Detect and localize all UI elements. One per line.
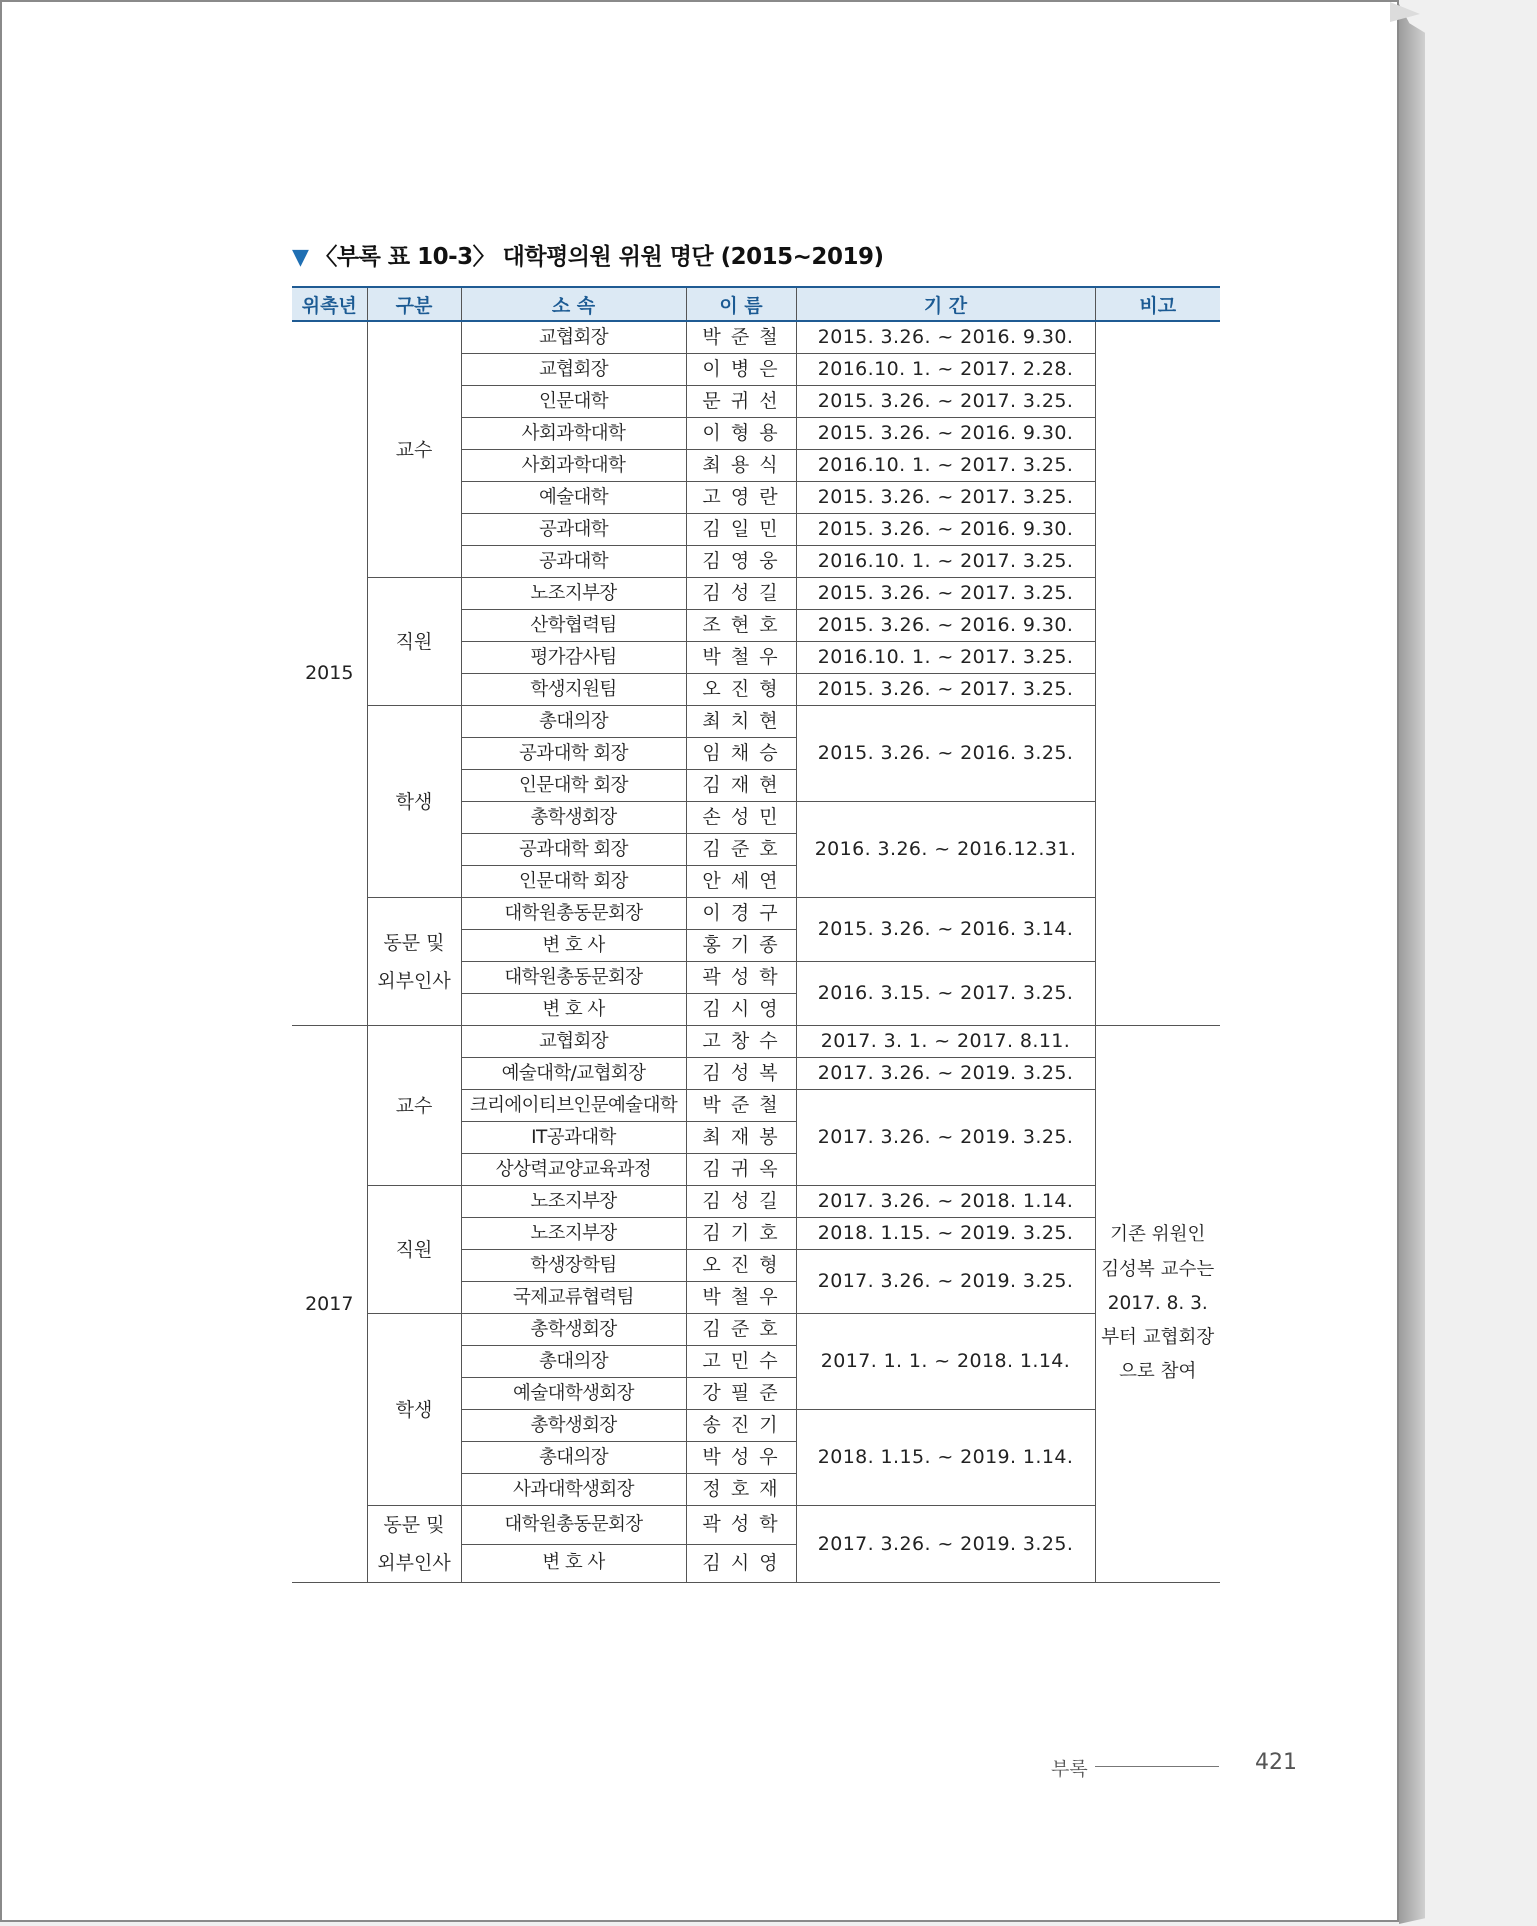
cell-category [367, 898, 461, 1026]
cell-name: 김 준 호 [686, 1314, 796, 1346]
cell-name: 고 영 란 [686, 482, 796, 514]
category-label-line: 학생 [395, 790, 433, 813]
cell-name: 이 형 용 [686, 418, 796, 450]
table-title [292, 238, 883, 271]
cell-period: 2016.10. 1. ~ 2017. 2.28. [796, 354, 1095, 386]
triangle-marker-icon: ▼ [292, 245, 309, 270]
cell-name: 김 시 영 [686, 994, 796, 1026]
table-title-text: 〈부록 표 10-3〉 대학평의원 위원 명단 (2015~2019) [314, 244, 884, 270]
category-label-line: 동문 및 [383, 931, 445, 954]
table-row [292, 1506, 1220, 1545]
cell-org: 교협회장 [461, 354, 686, 386]
table-row [292, 1186, 1220, 1218]
cell-name: 박 성 우 [686, 1442, 796, 1474]
category-label-line: 외부인사 [377, 969, 451, 992]
cell-name: 박 준 철 [686, 321, 796, 354]
cell-org: 총학생회장 [461, 1314, 686, 1346]
cell-name: 오 진 형 [686, 1250, 796, 1282]
cell-name: 손 성 민 [686, 802, 796, 834]
cell-name: 송 진 기 [686, 1410, 796, 1442]
cell-name: 문 귀 선 [686, 386, 796, 418]
cell-org: 공과대학 회장 [461, 738, 686, 770]
category-label-line: 외부인사 [377, 1552, 451, 1574]
header-category: 구분 [367, 287, 461, 321]
cell-name: 오 진 형 [686, 674, 796, 706]
category-label-line: 직원 [395, 630, 433, 653]
cell-period: 2015. 3.26. ~ 2016. 9.30. [796, 418, 1095, 450]
cell-name: 강 필 준 [686, 1378, 796, 1410]
table-row [292, 898, 1220, 930]
cell-category [367, 1506, 461, 1583]
category-label-line: 직원 [395, 1238, 433, 1261]
footer-section-label: 부록 [1051, 1758, 1088, 1780]
cell-note [1095, 321, 1220, 1026]
cell-period: 2015. 3.26. ~ 2017. 3.25. [796, 674, 1095, 706]
cell-period: 2017. 3.26. ~ 2019. 3.25. [796, 1058, 1095, 1090]
table-row [292, 706, 1220, 738]
table-row [292, 578, 1220, 610]
cell-period: 2016.10. 1. ~ 2017. 3.25. [796, 546, 1095, 578]
cell-period: 2015. 3.26. ~ 2016. 9.30. [796, 321, 1095, 354]
cell-org: 변 호 사 [461, 1544, 686, 1583]
cell-name: 고 창 수 [686, 1026, 796, 1058]
cell-category [367, 1026, 461, 1186]
table-row [292, 321, 1220, 354]
table-body [292, 321, 1220, 1583]
cell-period: 2015. 3.26. ~ 2016. 9.30. [796, 610, 1095, 642]
cell-org: 대학원총동문회장 [461, 962, 686, 994]
footer-divider [1095, 1766, 1219, 1767]
committee-roster-table [292, 286, 1220, 1583]
cell-name: 박 철 우 [686, 1282, 796, 1314]
cell-name: 박 준 철 [686, 1090, 796, 1122]
cell-org: 총대의장 [461, 706, 686, 738]
cell-org: 사과대학생회장 [461, 1474, 686, 1506]
cell-period: 2015. 3.26. ~ 2016. 9.30. [796, 514, 1095, 546]
cell-org: 대학원총동문회장 [461, 1506, 686, 1545]
cell-period: 2015. 3.26. ~ 2017. 3.25. [796, 386, 1095, 418]
cell-year: 2017 [292, 1026, 367, 1583]
cell-org: 예술대학 [461, 482, 686, 514]
cell-period: 2015. 3.26. ~ 2017. 3.25. [796, 482, 1095, 514]
cell-name: 김 준 호 [686, 834, 796, 866]
cell-name: 홍 기 종 [686, 930, 796, 962]
cell-name: 김 영 웅 [686, 546, 796, 578]
cell-name: 박 철 우 [686, 642, 796, 674]
cell-period: 2015. 3.26. ~ 2017. 3.25. [796, 578, 1095, 610]
cell-category [367, 578, 461, 706]
cell-org: 총대의장 [461, 1346, 686, 1378]
cell-org: 총학생회장 [461, 1410, 686, 1442]
cell-period: 2017. 3.26. ~ 2019. 3.25. [796, 1250, 1095, 1314]
cell-name: 이 경 구 [686, 898, 796, 930]
cell-period: 2016.10. 1. ~ 2017. 3.25. [796, 642, 1095, 674]
cell-org: 공과대학 회장 [461, 834, 686, 866]
header-period: 기 간 [796, 287, 1095, 321]
category-label-line: 학생 [395, 1398, 433, 1421]
cell-name: 김 기 호 [686, 1218, 796, 1250]
cell-org: 인문대학 [461, 386, 686, 418]
table-row [292, 1314, 1220, 1346]
header-year: 위촉년 [292, 287, 367, 321]
cell-org: 평가감사팀 [461, 642, 686, 674]
cell-name: 조 현 호 [686, 610, 796, 642]
cell-name: 김 성 복 [686, 1058, 796, 1090]
cell-org: 교협회장 [461, 1026, 686, 1058]
cell-name: 김 성 길 [686, 578, 796, 610]
cell-org: 공과대학 [461, 514, 686, 546]
cell-name: 최 재 봉 [686, 1122, 796, 1154]
cell-org: 변 호 사 [461, 994, 686, 1026]
cell-org: IT공과대학 [461, 1122, 686, 1154]
cell-name: 김 일 민 [686, 514, 796, 546]
cell-org: 노조지부장 [461, 1186, 686, 1218]
cell-name: 최 용 식 [686, 450, 796, 482]
cell-org: 학생지원팀 [461, 674, 686, 706]
cell-name: 최 치 현 [686, 706, 796, 738]
cell-period: 2015. 3.26. ~ 2016. 3.14. [796, 898, 1095, 962]
cell-period: 2016. 3.15. ~ 2017. 3.25. [796, 962, 1095, 1026]
header-note: 비고 [1095, 287, 1220, 321]
cell-org: 크리에이티브인문예술대학 [461, 1090, 686, 1122]
cell-category [367, 321, 461, 578]
cell-org: 예술대학생회장 [461, 1378, 686, 1410]
table-row [292, 1026, 1220, 1058]
cell-period: 2017. 3.26. ~ 2019. 3.25. [796, 1090, 1095, 1186]
cell-period: 2018. 1.15. ~ 2019. 3.25. [796, 1218, 1095, 1250]
cell-org: 총대의장 [461, 1442, 686, 1474]
cell-org: 인문대학 회장 [461, 770, 686, 802]
category-label-line: 동문 및 [383, 1514, 445, 1536]
cell-name: 김 재 현 [686, 770, 796, 802]
cell-org: 변 호 사 [461, 930, 686, 962]
cell-org: 노조지부장 [461, 1218, 686, 1250]
cell-year: 2015 [292, 321, 367, 1026]
cell-category [367, 1314, 461, 1506]
cell-org: 산학협력팀 [461, 610, 686, 642]
cell-org: 대학원총동문회장 [461, 898, 686, 930]
cell-name: 곽 성 학 [686, 962, 796, 994]
cell-name: 안 세 연 [686, 866, 796, 898]
cell-period: 2016.10. 1. ~ 2017. 3.25. [796, 450, 1095, 482]
cell-org: 총학생회장 [461, 802, 686, 834]
cell-org: 교협회장 [461, 321, 686, 354]
cell-period: 2015. 3.26. ~ 2016. 3.25. [796, 706, 1095, 802]
cell-org: 노조지부장 [461, 578, 686, 610]
cell-category [367, 1186, 461, 1314]
cell-period: 2017. 3.26. ~ 2019. 3.25. [796, 1506, 1095, 1583]
cell-org: 국제교류협력팀 [461, 1282, 686, 1314]
cell-period: 2017. 3.26. ~ 2018. 1.14. [796, 1186, 1095, 1218]
page-edge-shadow [1399, 4, 1425, 1924]
cell-org: 학생장학팀 [461, 1250, 686, 1282]
header-org: 소 속 [461, 287, 686, 321]
cell-name: 김 시 영 [686, 1544, 796, 1583]
page-number: 421 [1255, 1750, 1297, 1775]
cell-name: 임 채 승 [686, 738, 796, 770]
cell-note: 기존 위원인 김성복 교수는 2017. 8. 3.부터 교협회장으로 참여 [1095, 1026, 1220, 1583]
cell-name: 고 민 수 [686, 1346, 796, 1378]
cell-name: 김 성 길 [686, 1186, 796, 1218]
cell-org: 사회과학대학 [461, 450, 686, 482]
table-header-row [292, 287, 1220, 321]
cell-period: 2017. 1. 1. ~ 2018. 1.14. [796, 1314, 1095, 1410]
cell-name: 김 귀 옥 [686, 1154, 796, 1186]
cell-name: 이 병 은 [686, 354, 796, 386]
cell-org: 사회과학대학 [461, 418, 686, 450]
header-name: 이 름 [686, 287, 796, 321]
cell-name: 곽 성 학 [686, 1506, 796, 1545]
cell-org: 상상력교양교육과정 [461, 1154, 686, 1186]
category-label-line: 교수 [395, 1094, 433, 1117]
cell-org: 공과대학 [461, 546, 686, 578]
cell-period: 2018. 1.15. ~ 2019. 1.14. [796, 1410, 1095, 1506]
cell-period: 2017. 3. 1. ~ 2017. 8.11. [796, 1026, 1095, 1058]
cell-org: 예술대학/교협회장 [461, 1058, 686, 1090]
cell-org: 인문대학 회장 [461, 866, 686, 898]
cell-period: 2016. 3.26. ~ 2016.12.31. [796, 802, 1095, 898]
cell-category [367, 706, 461, 898]
category-label-line: 교수 [395, 438, 433, 461]
cell-name: 정 호 재 [686, 1474, 796, 1506]
